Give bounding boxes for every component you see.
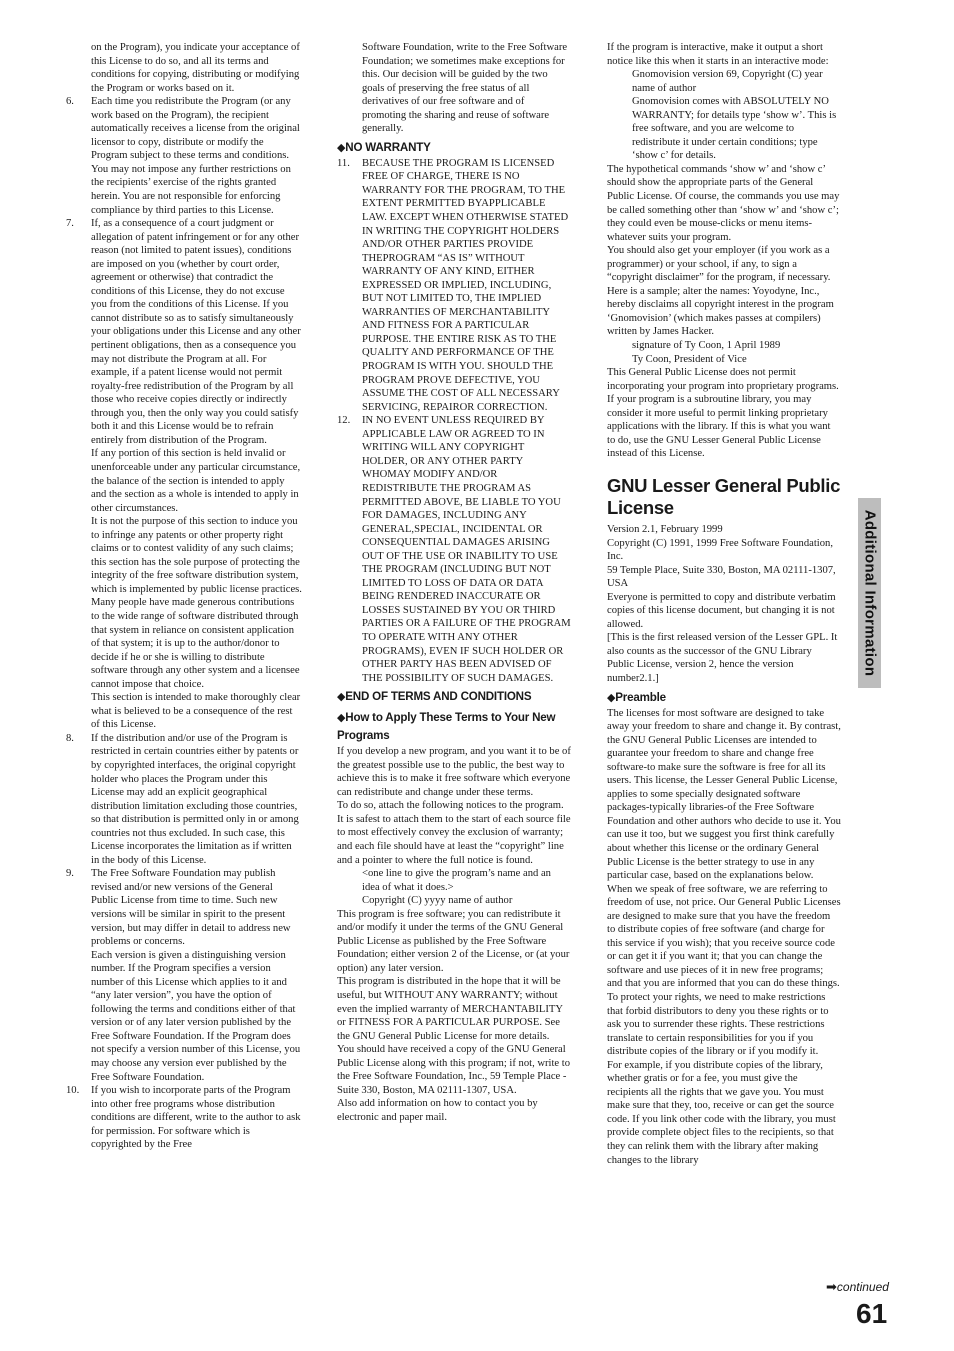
paragraph: Version 2.1, February 1999 — [607, 523, 723, 535]
heading-end-of-terms: ◆END OF TERMS AND CONDITIONS — [337, 690, 532, 704]
list-number: 9. — [66, 868, 74, 880]
paragraph: Copyright (C) 1991, 1999 Free Software Foundation, Inc. — [607, 537, 833, 563]
list-number: 10. — [66, 1085, 80, 1097]
diamond-bullet-icon: ◆ — [337, 712, 346, 725]
diamond-bullet-icon: ◆ — [337, 691, 346, 704]
heading-how-to-apply: ◆How to Apply These Terms to Your New Programs — [337, 711, 556, 743]
list-number: 7. — [66, 218, 74, 230]
paragraph: Also add information on how to contact you by electronic and paper mail. — [337, 1098, 538, 1123]
section-tab — [858, 498, 881, 688]
heading-preamble: ◆Preamble — [607, 690, 666, 704]
list-text: Each time you redistribute the Program (or any work based on the Program), the recipient automatically receives a license from the original licensor to copy, distribute or modify the Program subject to these terms and conditions. You may not impose any further restrictions on the recipients’ exercise of the rights granted herein. You are not responsible for enforcing compliance by third parties to this License. — [91, 96, 300, 216]
list-item-10 — [66, 1084, 302, 1152]
list-item-7 — [66, 217, 302, 447]
list-text: BECAUSE THE PROGRAM IS LICENSED FREE OF CHARGE, THERE IS NO WARRANTY FOR THE PROGRAM, TO THE EXTENT PERMITTED BYAPPLICABLE LAW. EXCEPT WHEN OTHERWISE STATED IN WRITING THE COPYRIGHT HOLDERS AND/OR OTHER PARTIES PROVIDE THEPROGRAM “AS IS” WITHOUT WARRANTY OF ANY KIND, EITHER EXPRESSED OR IMPLIED, INCLUDING, BUT NOT LIMITED TO, THE IMPLIED WARRANTIES OF MERCHANTABILITY AND FITNESS FOR A PARTICULAR PURPOSE. THE ENTIRE RISK AS TO THE QUALITY AND PERFORMANCE OF THE PROGRAM IS WITH YOU. SHOULD THE PROGRAM PROVE DEFECTIVE, YOU ASSUME THE COST OF ALL NECESSARY SERVICING, REPAIROR CORRECTION. — [362, 157, 569, 413]
paragraph: on the Program), you indicate your acceptance of this License to do so, and all its terms and conditions for copying, distributing or modifying the Program or works based on it. — [91, 42, 300, 94]
list-item-9 — [66, 867, 302, 948]
notice-line: Copyright (C) yyyy name of author — [362, 895, 513, 907]
paragraph: The hypothetical commands ‘show w’ and ‘show c’ should show the appropriate parts of the General Public License. Of course, the commands you use may be called something other than ‘show w’ and ‘show c’; they could even be mouse-clicks or menu items-whatever suits your program. — [607, 163, 840, 243]
notice-line: Ty Coon, President of Vice — [632, 353, 747, 365]
column-left — [66, 41, 302, 1152]
paragraph: Software Foundation, write to the Free Software Foundation; we sometimes make exceptions for this. Our decision will be guided by the two goals of preserving the free status of all derivatives of our free software and of promoting the sharing and reuse of software generally. — [362, 42, 568, 135]
paragraph: This section is intended to make thoroughly clear what is believed to be a consequence of the rest of this License. — [91, 692, 301, 731]
continued-label: continued — [836, 1280, 889, 1294]
section-tab-label: Additional Information — [861, 509, 878, 677]
paragraph: If any portion of this section is held invalid or unenforceable under any particular circumstance, the balance of the section is intended to apply and the section as a whole is intended to apply in other circumstances. — [91, 448, 301, 514]
notice-line: Gnomovision version 69, Copyright (C) year name of author — [632, 69, 823, 94]
paragraph: If you develop a new program, and you want it to be of the greatest possible use to the public, the best way to achieve this is to make it free software which everyone can redistribute and change under these terms. — [337, 746, 571, 798]
list-number: 8. — [66, 732, 74, 744]
diamond-bullet-icon: ◆ — [607, 691, 616, 704]
list-item-6 — [66, 95, 302, 217]
paragraph: This program is distributed in the hope that it will be useful, but WITHOUT ANY WARRANTY; without even the implied warranty of MERCHANTABILITY or FITNESS FOR A PARTICULAR PURPOSE. See the GNU General Public License for more details. — [337, 976, 563, 1042]
diamond-bullet-icon: ◆ — [337, 141, 346, 154]
paragraph: You should have received a copy of the GNU General Public License along with this program; if not, write to the Free Software Foundation, Inc., 59 Temple Place - Suite 330, Boston, MA 02111-1307, USA. — [337, 1044, 571, 1096]
list-text: IN NO EVENT UNLESS REQUIRED BY APPLICABLE LAW OR AGREED TO IN WRITING WILL ANY COPYRIGHT HOLDER, OR ANY OTHER PARTY WHOMAY MODIFY AND/OR REDISTRIBUTE THE PROGRAM AS PERMITTED ABOVE, BE LIABLE TO YOU FOR DAMAGES, INCLUDING ANY GENERAL,SPECIAL, INCIDENTAL OR CONSEQUENTIAL DAMAGES ARISING OUT OF THE USE OR INABILITY TO USE THE PROGRAM (INCLUDING BUT NOT LIMITED TO LOSS OF DATA OR DATA BEING RENDERED INACCURATE OR LOSSES SUSTAINED BY YOU OR THIRD PARTIES OR A FAILURE OF THE PROGRAM TO OPERATE WITH ANY OTHER PROGRAMS), EVEN IF SUCH HOLDER OR OTHER PARTY HAS BEEN ADVISED OF THE POSSIBILITY OF SUCH DAMAGES. — [362, 415, 571, 684]
heading-no-warranty: ◆NO WARRANTY — [337, 140, 431, 154]
column-middle — [337, 41, 571, 1124]
heading-lgpl: GNU Lesser General Public License — [607, 474, 841, 518]
paragraph: Each version is given a distinguishing version number. If the Program specifies a version number of this License which applies to it and “any later version”, you have the option of following the terms and conditions either of that version or of any later version published by the Free Software Foundation. If the Program does not specify a version number of this License, you may choose any version ever published by the Free Software Foundation. — [91, 949, 301, 1083]
list-number: 11. — [337, 157, 350, 169]
notice-line: Gnomovision comes with ABSOLUTELY NO WARRANTY; for details type ‘show w’. This is free software, and you are welcome to redistribute it under certain conditions; type ‘show c’ for details. — [632, 96, 837, 162]
paragraph: For example, if you distribute copies of the library, whether gratis or for a fee, you must give the recipients all the rights that we gave you. You must make sure that they, too, receive or can get the source code. If you link other code with the library, you must provide complete object files to the recipients, so that they can relink them with the library after making changes to the library — [607, 1059, 836, 1166]
list-text: If the distribution and/or use of the Program is restricted in certain countries either by patents or by copyrighted interfaces, the original copyright holder who places the Program under this License may add an explicit geographical distribution limitation excluding those countries, so that distribution is permitted only in or among countries not thus excluded. In such case, this License incorporates the limitation as if written in the body of this License. — [91, 732, 299, 866]
list-item-11 — [337, 157, 571, 414]
paragraph: This General Public License does not permit incorporating your program into proprietary programs. If your program is a subroutine library, you may consider it more useful to permit linking proprietary applications with the library. If this is what you want to do, use the GNU Lesser General Public License instead of this License. — [607, 367, 839, 460]
paragraph: It is not the purpose of this section to induce you to infringe any patents or other property right claims or to contest validity of any such claims; this section has the sole purpose of protecting the integrity of the free software distribution system, which is implemented by public license practices. Many people have made generous contributions to the wide range of software distributed through that system in reliance on consistent application of that system; it is up to the author/donor to decide if he or she is willing to distribute software through any other system and a licensee cannot impose that choice. — [91, 516, 302, 690]
arrow-right-icon: ➡ — [826, 1279, 837, 1294]
paragraph: [This is the first released version of the Lesser GPL. It also counts as the successor of the GNU Library Public License, version 2, hence the version number2.1.] — [607, 632, 838, 684]
notice-line: <one line to give the program’s name and an idea of what it does.> — [362, 868, 551, 893]
list-text: If, as a consequence of a court judgment or allegation of patent infringement or for any other reason (not limited to patent issues), conditions are imposed on you (whether by court order, agreement or otherwise) that contradict the conditions of this License, they do not excuse you from the conditions of this License. If you cannot distribute so as to satisfy simultaneously your obligations under this License and any other pertinent obligations, then as a consequence you may not distribute the Program at all. For example, if a patent license would not permit royalty-free redistribution of the Program by all those who receive copies directly or indirectly through you, then the only way you could satisfy both it and this License would be to refrain entirely from distribution of the Program. — [91, 218, 301, 446]
list-number: 12. — [337, 415, 351, 427]
page-number: 61 — [856, 1298, 888, 1329]
paragraph: You should also get your employer (if you work as a programmer) or your school, if any, to sign a “copyright disclaimer” for the program, if necessary. Here is a sample; alter the names: Yoyodyne, Inc., hereby disclaims all copyright interest in the program ‘Gnomovision’ (which makes passes at compilers) written by James Hacker. — [607, 245, 834, 338]
paragraph: To protect your rights, we need to make restrictions that forbid distributors to deny you these rights or to ask you to surrender these rights. These restrictions translate to certain responsibilities for you if you distribute copies of the library or if you modify it. — [607, 992, 829, 1058]
paragraph: 59 Temple Place, Suite 330, Boston, MA 02111-1307, USA — [607, 564, 836, 590]
list-item-12 — [337, 414, 571, 685]
continued-indicator — [826, 1279, 889, 1295]
paragraph: To do so, attach the following notices to the program. It is safest to attach them to the start of each source file to most effectively convey the exclusion of warranty; and each file should have at least the “copyright” line and a pointer to where the full notice is found. — [337, 800, 571, 866]
notice-line: signature of Ty Coon, 1 April 1989 — [632, 340, 781, 352]
list-number: 6. — [66, 96, 74, 108]
paragraph: Everyone is permitted to copy and distribute verbatim copies of this license document, but changing it is not allowed. — [607, 591, 836, 630]
list-item-8 — [66, 732, 302, 867]
paragraph: The licenses for most software are designed to take away your freedom to share and change it. By contrast, the GNU General Public Licenses are intended to guarantee your freedom to share and change free software-to make sure the software is free for all its users. This license, the Lesser General Public License, applies to some specially designated software packages-typically libraries-of the Free Software Foundation and other authors who decide to use it. You can use it too, but we suggest you first think carefully about whether this license or the ordinary General Public License is the better strategy to use in any particular case, based on the explanations below. — [607, 707, 841, 882]
list-text: The Free Software Foundation may publish revised and/or new versions of the General Public License from time to time. Such new versions will be similar in spirit to the present version, but may differ in detail to address new problems or concerns. — [91, 868, 291, 948]
paragraph: If the program is interactive, make it output a short notice like this when it starts in an interactive mode: — [607, 42, 829, 67]
list-text: If you wish to incorporate parts of the Program into other free programs whose distribution conditions are different, write to the author to ask for permission. For software which is copyrighted by the Free — [91, 1085, 301, 1151]
paragraph: When we speak of free software, we are referring to freedom of use, not price. Our General Public Licenses are designed to make sure that you have the freedom to distribute copies of free software (and charge for this service if you wish); that you receive source code or can get it if you want it; that you can change the software and use pieces of it in new free programs; and that you are informed that you can do these things. — [607, 883, 841, 990]
column-right — [607, 41, 841, 1167]
paragraph: This program is free software; you can redistribute it and/or modify it under the terms of the GNU General Public License as published by the Free Software Foundation; either version 2 of the License, or (at your option) any later version. — [337, 908, 570, 974]
